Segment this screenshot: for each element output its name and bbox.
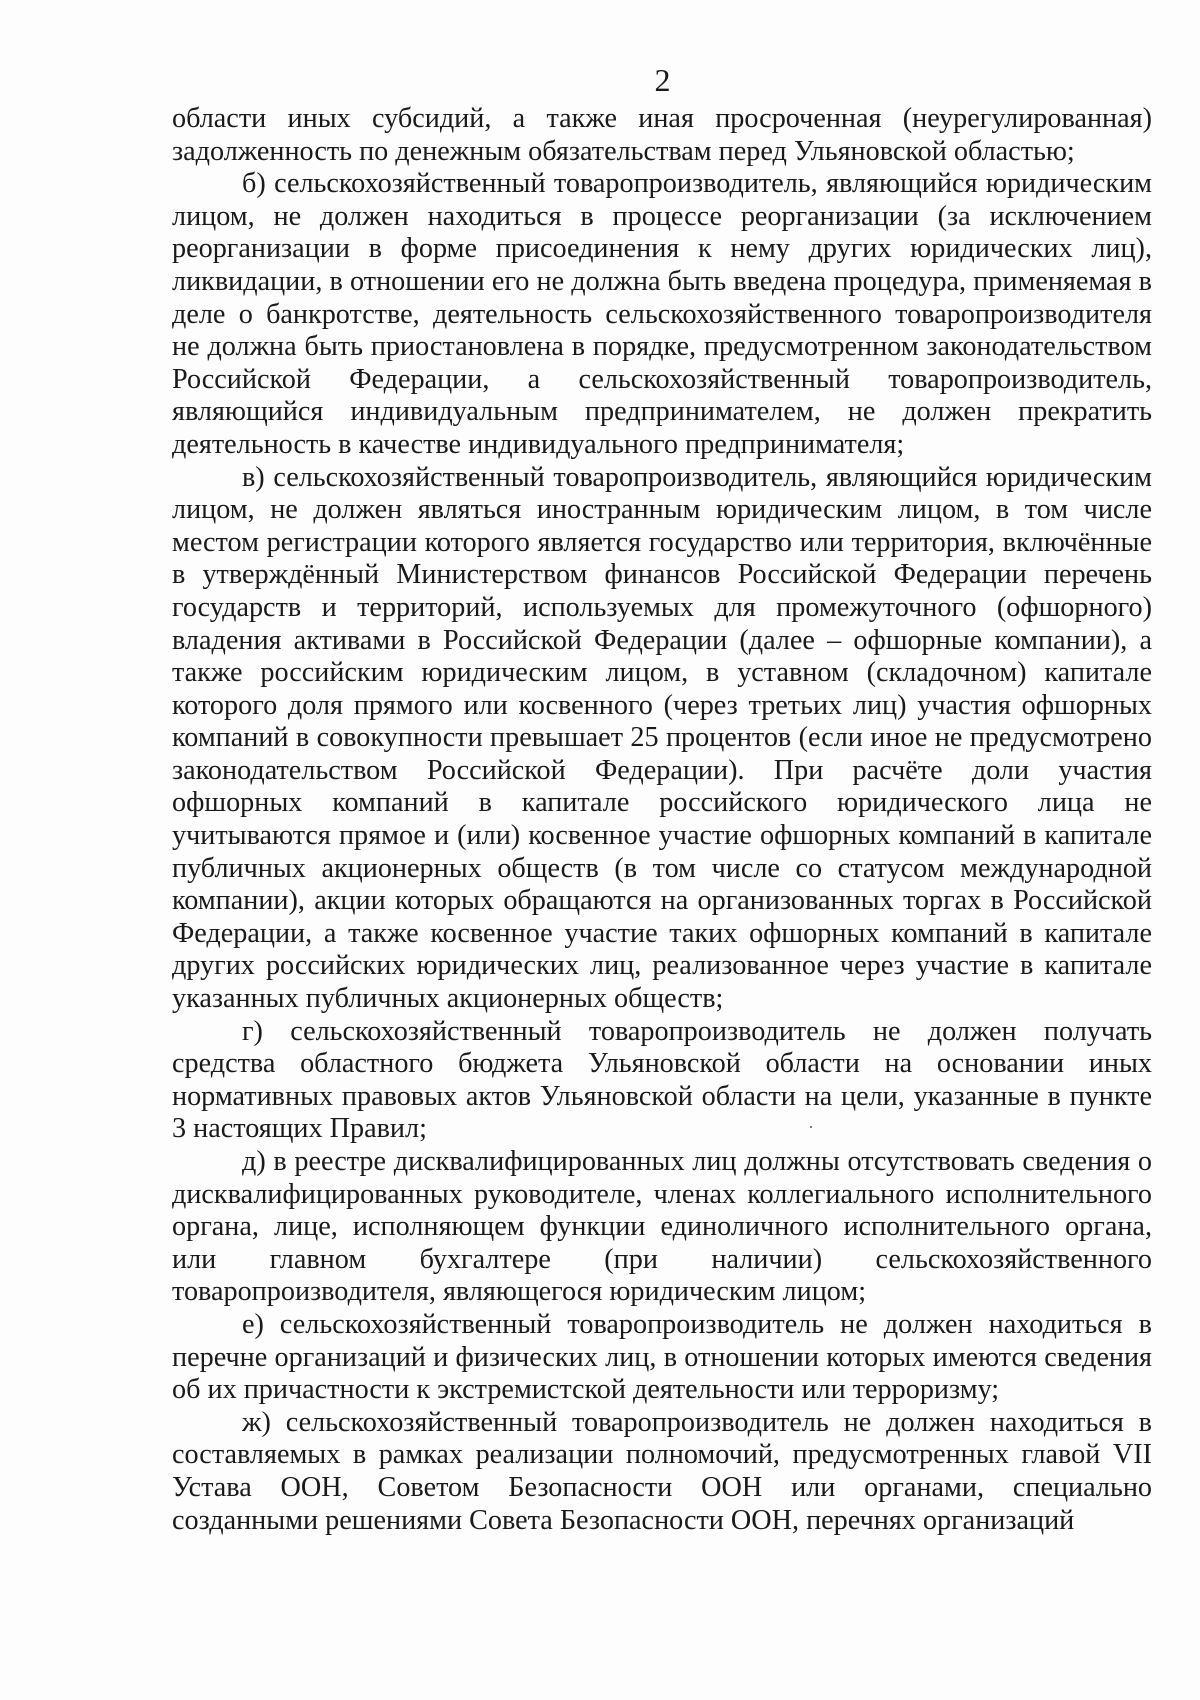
paragraph-item-v: в) сельскохозяйственный товаропроизводитель, являющийся юридическим лицом, не должен являться иностранным юридическим лицом, в том числе местом регистрации которого является государство или территория, включённые в утверждённый Министерством финансов Российской Федерации перечень государств и территорий, используемых для промежуточного (офшорного) владения активами в Российской Федерации (далее – офшорные компании), а также российским юридическим лицом, в уставном (складочном) капитале которого доля прямого или косвенного (через третьих лиц) участия офшорных компаний в совокупности превышает 25 процентов (если иное не предусмотрено законодательством Российской Федерации). При расчёте доли участия офшорных компаний в капитале российского юридического лица не учитываются прямое и (или) косвенное участие офшорных компаний в капитале публичных акционерных обществ (в том числе со статусом международной компании), акции которых обращаются на организованных торгах в Российской Федерации, а также косвенное участие таких офшорных компаний в капитале других российских юридических лиц, реализованное через участие в капитале указанных публичных акционерных обществ;: [172, 461, 1152, 1015]
paragraph-continuation: области иных субсидий, а также иная просроченная (неурегулированная) задолженность по денежным обязательствам перед Ульяновской областью;: [172, 103, 1152, 167]
paragraph-item-e: е) сельскохозяйственный товаропроизводитель не должен находиться в перечне организаций и физических лиц, в отношении которых имеются сведения об их причастности к экстремистской деятельности или терроризму;: [172, 1308, 1152, 1406]
paragraph-item-zh: ж) сельскохозяйственный товаропроизводитель не должен находиться в составляемых в рамках реализации полномочий, предусмотренных главой VII Устава ООН, Советом Безопасности ООН или органами, специально созданными решениями Совета Безопасности ООН, перечнях организаций: [172, 1406, 1152, 1536]
paragraph-item-g: г) сельскохозяйственный товаропроизводитель не должен получать средства областного бюджета Ульяновской области на основании иных нормативных правовых актов Ульяновской области на цели, указанные в пункте 3 настоящих Правил;: [172, 1015, 1152, 1145]
paragraph-item-b: б) сельскохозяйственный товаропроизводитель, являющийся юридическим лицом, не должен находиться в процессе реорганизации (за исключением реорганизации в форме присоединения к нему других юридических лиц), ликвидации, в отношении его не должна быть введена процедура, применяемая в деле о банкротстве, деятельность сельскохозяйственного товаропроизводителя не должна быть приостановлена в порядке, предусмотренном законодательством Российской Федерации, а сельскохозяйственный товаропроизводитель, являющийся индивидуальным предпринимателем, не должен прекратить деятельность в качестве индивидуального предпринимателя;: [172, 168, 1152, 460]
scan-speck: [810, 1126, 812, 1128]
page-number: 2: [654, 62, 671, 98]
document-body: [172, 103, 1152, 1537]
paragraph-item-d: д) в реестре дисквалифицированных лиц должны отсутствовать сведения о дисквалифицированных руководителе, членах коллегиального исполнительного органа, лице, исполняющем функции единоличного исполнительного органа, или главном бухгалтере (при наличии) сельскохозяйственного товаропроизводителя, являющегося юридическим лицом;: [172, 1146, 1152, 1308]
